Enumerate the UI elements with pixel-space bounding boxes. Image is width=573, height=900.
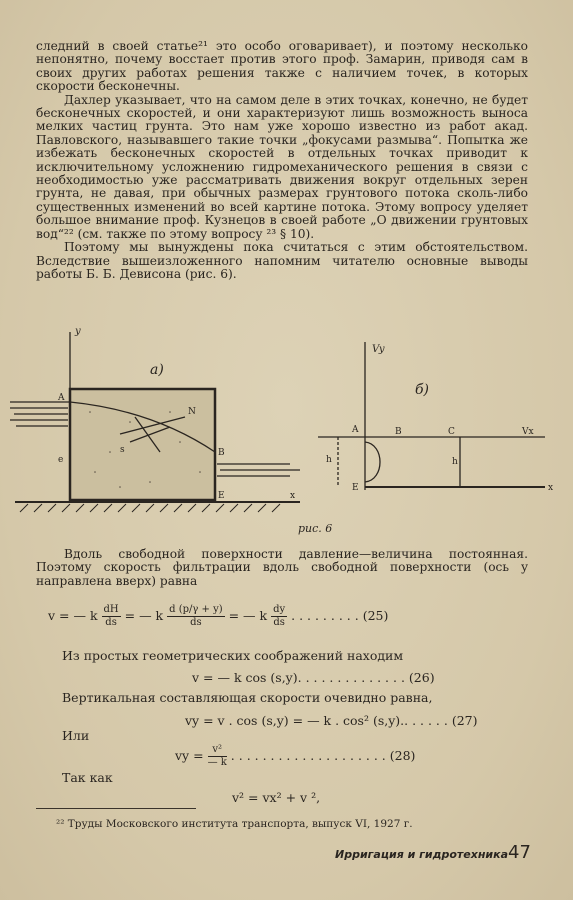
- equation-26: v = — k cos (s,y). . . . . . . . . . . . . . (26): [192, 670, 435, 685]
- label-h-1: h: [452, 457, 458, 467]
- label-E-left: E: [218, 491, 225, 501]
- figure-a: [10, 332, 300, 512]
- paragraph-4: Вдоль свободной поверхности давление—величина постоянная. Поэтому скорость фильтрации вдоль свободной поверхности (ось y направлена вверх) равна: [36, 547, 528, 588]
- text-top: [36, 40, 528, 281]
- label-A-right: A: [352, 425, 359, 435]
- equation-29: v² = vx² + v ²,: [232, 790, 321, 805]
- dam-body: [70, 389, 215, 500]
- figure-b: [318, 342, 545, 490]
- line-vertical: Вертикальная составляющая скорости очевидно равна,: [62, 690, 433, 705]
- page-number: 47: [508, 842, 531, 863]
- paragraph-3: Поэтому мы вынуждены пока считаться с этим обстоятельством. Вследствие вышеизложенного напомним читателю основные выводы работы Б. Б. Девисона (рис. 6).: [36, 240, 528, 281]
- label-e: e: [58, 455, 64, 465]
- running-head: Ирригация и гидротехника: [335, 848, 509, 861]
- text-after-figure: [36, 548, 528, 588]
- footnote-rule: [36, 808, 196, 809]
- label-y-left: y: [75, 326, 81, 337]
- paragraph-1: следний в своей статье²¹ это особо оговаривает), и поэтому несколько непонятно, почему восстает против этого проф. Замарин, приводя сам в своих других работах решения также с наличием точек, в которых скорости бесконечны.: [36, 39, 528, 94]
- paragraph-2: Дахлер указывает, что на самом деле в этих точках, конечно, не будет бесконечных скоростей, и они характеризуют лишь возможность выноса мелких частиц грунта. Это нам уже хорошо известно из работ акад. Павловского, называвшего такие точки „фокусами размыва“. Попытка же избежать бесконечных скоростей в отдельных точках приводит к исключительному усложнению гидромеханического решения в связи с необходимостью уже рассматривать движения вокруг отдельных зерен грунта, не давая, при обычных размерах грунтового потока сколь-либо существенных изменений во всей картине потока. Этому вопросу уделяет большое внимание проф. Кузнецов в своей работе „О движении грунтовых вод“²² (см. также по этому вопросу ²³ § 10).: [36, 92, 528, 241]
- figure-caption: рис. 6: [298, 522, 333, 535]
- label-a: а): [150, 362, 164, 378]
- label-vy: Vy: [372, 344, 385, 355]
- label-A-left: A: [58, 393, 65, 403]
- label-vx: Vx: [522, 427, 534, 437]
- label-x-right: x: [548, 483, 554, 493]
- hodograph-curve: [365, 442, 380, 482]
- footnote: ²² Труды Московского института транспорта, выпуск VI, 1927 г.: [56, 818, 413, 830]
- line-geometry: Из простых геометрических соображений находим: [62, 648, 404, 663]
- equation-27: vy = v . cos (s,y) = — k . cos² (s,y).. . . . . . (27): [185, 713, 478, 728]
- label-B-left: B: [218, 448, 225, 458]
- label-h-2: h: [326, 455, 332, 465]
- figure-6: [0, 322, 573, 544]
- label-s: s: [120, 445, 125, 455]
- equation-28: vy = $\frac{\text{v²}}{— k}$ . . . . . . . . . . . . . . . . . . . . (28): [175, 744, 416, 768]
- label-x-left: x: [290, 491, 296, 501]
- line-tak-kak: Так как: [62, 770, 113, 785]
- label-B-right: B: [395, 427, 402, 437]
- label-C-right: C: [448, 427, 455, 437]
- label-N: N: [188, 407, 196, 417]
- equation-25: v = — k $\frac{dH}{ds}$ = — k $\frac{d (p/\gamma + y)}{ds}$ = — k $\frac{dy}{ds}$ . . . . . . . . . (25): [48, 604, 389, 628]
- line-ili: Или: [62, 728, 90, 743]
- label-E-right: E: [352, 483, 359, 493]
- label-b: б): [415, 382, 430, 398]
